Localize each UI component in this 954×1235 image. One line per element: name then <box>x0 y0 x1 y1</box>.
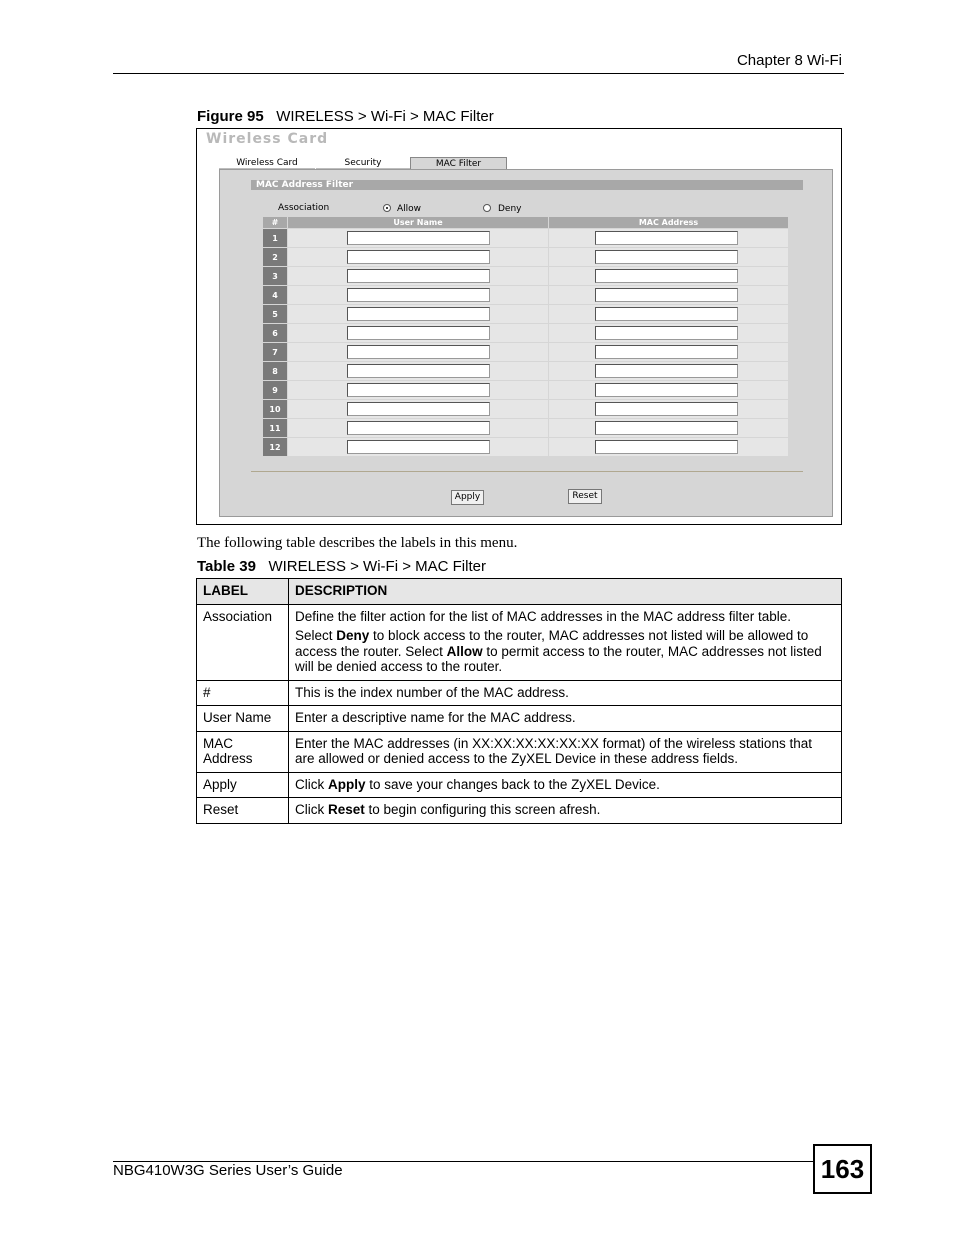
desc-paragraph <box>295 628 835 675</box>
row-index: 2 <box>263 248 288 267</box>
deny-radio[interactable] <box>483 204 491 212</box>
desc-text: to block access to the router, MAC addresses not listed will be allowed to access the router. Select <box>295 628 809 659</box>
row-index: 3 <box>263 267 288 286</box>
mac-address-cell <box>549 362 789 381</box>
screen-title: Wireless Card <box>206 131 329 147</box>
row-description: Enter a descriptive name for the MAC address. <box>289 706 842 732</box>
user-name-input[interactable] <box>347 345 490 359</box>
table-row <box>197 731 842 772</box>
mac-address-input[interactable] <box>595 364 738 378</box>
user-name-cell <box>288 286 549 305</box>
user-name-input[interactable] <box>347 250 490 264</box>
desc-text: to begin configuring this screen afresh. <box>364 802 601 817</box>
section-title: MAC Address Filter <box>256 180 354 190</box>
deny-radio-label: Deny <box>498 204 522 214</box>
table-caption <box>197 558 486 575</box>
tab-security[interactable]: Security <box>316 157 410 169</box>
label-text: MAC <box>203 735 233 751</box>
figure-number: Figure 95 <box>197 108 264 125</box>
table-row <box>263 343 789 362</box>
row-index: 4 <box>263 286 288 305</box>
user-name-cell <box>288 267 549 286</box>
col-label: LABEL <box>197 579 289 605</box>
table-row <box>263 286 789 305</box>
user-name-cell <box>288 419 549 438</box>
user-name-input[interactable] <box>347 288 490 302</box>
row-index: 1 <box>263 229 288 248</box>
row-index: 10 <box>263 400 288 419</box>
allow-radio-label: Allow <box>397 204 422 214</box>
user-name-cell <box>288 381 549 400</box>
row-index: 9 <box>263 381 288 400</box>
mac-address-input[interactable] <box>595 421 738 435</box>
mac-address-input[interactable] <box>595 288 738 302</box>
mac-address-input[interactable] <box>595 402 738 416</box>
mac-address-cell <box>549 419 789 438</box>
association-label: Association <box>278 203 330 213</box>
desc-text: to permit access to the router, MAC addresses not listed will be denied access to the router. <box>295 643 822 674</box>
user-name-input[interactable] <box>347 307 490 321</box>
tab-mac-filter[interactable]: MAC Filter <box>410 157 507 169</box>
table-row <box>197 706 842 732</box>
reset-button[interactable]: Reset <box>568 489 602 504</box>
table-row <box>197 604 842 680</box>
figure-caption <box>197 108 494 125</box>
mac-address-input[interactable] <box>595 345 738 359</box>
table-row <box>263 362 789 381</box>
table-row <box>197 772 842 798</box>
mac-address-input[interactable] <box>595 383 738 397</box>
label-description-table <box>196 578 842 824</box>
label-text: Address <box>203 751 253 766</box>
row-index: 7 <box>263 343 288 362</box>
user-name-input[interactable] <box>347 421 490 435</box>
table-row <box>263 400 789 419</box>
row-description <box>289 772 842 798</box>
mac-address-input[interactable] <box>595 307 738 321</box>
table-row <box>263 381 789 400</box>
apply-button[interactable]: Apply <box>451 490 484 505</box>
header-mac-address: MAC Address <box>549 217 789 229</box>
allow-radio[interactable] <box>383 204 391 212</box>
mac-address-input[interactable] <box>595 231 738 245</box>
mac-address-cell <box>549 286 789 305</box>
desc-bold: Deny <box>336 628 370 643</box>
chapter-header: Chapter 8 Wi-Fi <box>736 52 842 69</box>
user-name-input[interactable] <box>347 269 490 283</box>
row-label: Association <box>197 604 289 680</box>
user-name-cell <box>288 305 549 324</box>
desc-text: Click <box>295 776 328 792</box>
mac-address-cell <box>549 343 789 362</box>
user-name-input[interactable] <box>347 402 490 416</box>
mac-address-input[interactable] <box>595 326 738 340</box>
user-name-input[interactable] <box>347 231 490 245</box>
user-name-input[interactable] <box>347 326 490 340</box>
intro-text: The following table describes the labels in this menu. <box>197 535 518 551</box>
row-index: 11 <box>263 419 288 438</box>
mac-address-cell <box>549 400 789 419</box>
row-description <box>289 604 842 680</box>
table-title: WIRELESS > Wi-Fi > MAC Filter <box>268 558 486 575</box>
user-name-cell <box>288 248 549 267</box>
table-row <box>263 305 789 324</box>
mac-address-input[interactable] <box>595 440 738 454</box>
table-row <box>197 680 842 706</box>
page-number: 163 <box>813 1144 872 1194</box>
user-name-cell <box>288 362 549 381</box>
table-row <box>263 419 789 438</box>
header-rule <box>113 73 844 74</box>
header-index: # <box>263 217 288 229</box>
desc-text: to save your changes back to the ZyXEL Device. <box>365 776 660 792</box>
row-label: Apply <box>197 772 289 798</box>
row-label: # <box>197 680 289 706</box>
header-user-name: User Name <box>288 217 549 229</box>
row-label: Reset <box>197 798 289 824</box>
row-label: User Name <box>197 706 289 732</box>
table-row <box>197 798 842 824</box>
row-index: 12 <box>263 438 288 457</box>
desc-text: Click <box>295 802 328 817</box>
mac-address-cell <box>549 267 789 286</box>
guide-title: NBG410W3G Series User’s Guide <box>113 1162 343 1179</box>
table-row <box>263 267 789 286</box>
desc-paragraph: Define the filter action for the list of MAC addresses in the MAC address filter table. <box>295 608 791 624</box>
mac-address-input[interactable] <box>595 269 738 283</box>
tab-wireless-card[interactable]: Wireless Card <box>219 157 315 169</box>
row-description: This is the index number of the MAC address. <box>289 680 842 706</box>
user-name-input[interactable] <box>347 364 490 378</box>
row-description: Enter the MAC addresses (in XX:XX:XX:XX:XX:XX format) of the wireless stations that are allowed or denied access to the ZyXEL Device in these address fields. <box>289 731 842 772</box>
mac-address-cell <box>549 229 789 248</box>
mac-address-cell <box>549 438 789 457</box>
desc-bold: Apply <box>328 776 366 792</box>
figure-title: WIRELESS > Wi-Fi > MAC Filter <box>276 108 494 125</box>
row-description <box>289 798 842 824</box>
desc-text: Select <box>295 628 337 643</box>
user-name-input[interactable] <box>347 440 490 454</box>
mac-address-cell <box>549 381 789 400</box>
user-name-cell <box>288 324 549 343</box>
mac-table-header <box>263 217 789 229</box>
desc-bold: Reset <box>328 802 365 817</box>
mac-filter-table <box>262 216 789 457</box>
section-divider <box>251 471 803 472</box>
table-header-row <box>197 579 842 605</box>
mac-address-cell <box>549 324 789 343</box>
desc-bold: Allow <box>446 643 483 659</box>
row-index: 6 <box>263 324 288 343</box>
table-row <box>263 324 789 343</box>
user-name-cell <box>288 438 549 457</box>
user-name-cell <box>288 343 549 362</box>
row-index: 5 <box>263 305 288 324</box>
mac-address-input[interactable] <box>595 250 738 264</box>
row-label <box>197 731 289 772</box>
mac-address-cell <box>549 248 789 267</box>
row-index: 8 <box>263 362 288 381</box>
col-description: DESCRIPTION <box>289 579 842 605</box>
user-name-cell <box>288 229 549 248</box>
table-row <box>263 438 789 457</box>
table-row <box>263 229 789 248</box>
user-name-cell <box>288 400 549 419</box>
table-row <box>263 248 789 267</box>
mac-address-cell <box>549 305 789 324</box>
table-number: Table 39 <box>197 558 256 575</box>
user-name-input[interactable] <box>347 383 490 397</box>
